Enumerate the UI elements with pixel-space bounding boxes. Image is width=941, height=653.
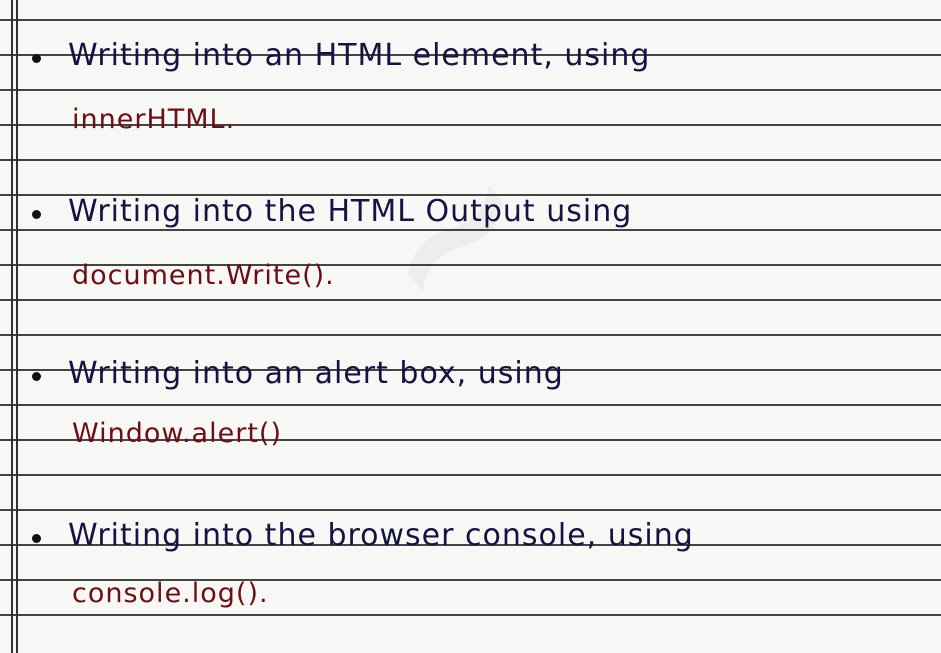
margin-line-left (11, 0, 13, 653)
margin-line-right (16, 0, 18, 653)
note-code: document.Write(). (72, 260, 335, 291)
bullet-icon (32, 534, 41, 543)
bullet-icon (32, 54, 41, 63)
watermark (320, 98, 584, 370)
bullet-icon (32, 372, 41, 381)
note-code: innerHTML. (72, 104, 236, 135)
note-text: Writing into an alert box, using (68, 356, 564, 391)
note-text: Writing into the browser console, using (68, 518, 694, 553)
note-text: Writing into an HTML element, using (68, 38, 651, 73)
note-text: Writing into the HTML Output using (68, 194, 633, 229)
note-code: Window.alert() (72, 418, 282, 449)
note-code: console.log(). (72, 578, 269, 609)
bullet-icon (32, 210, 41, 219)
